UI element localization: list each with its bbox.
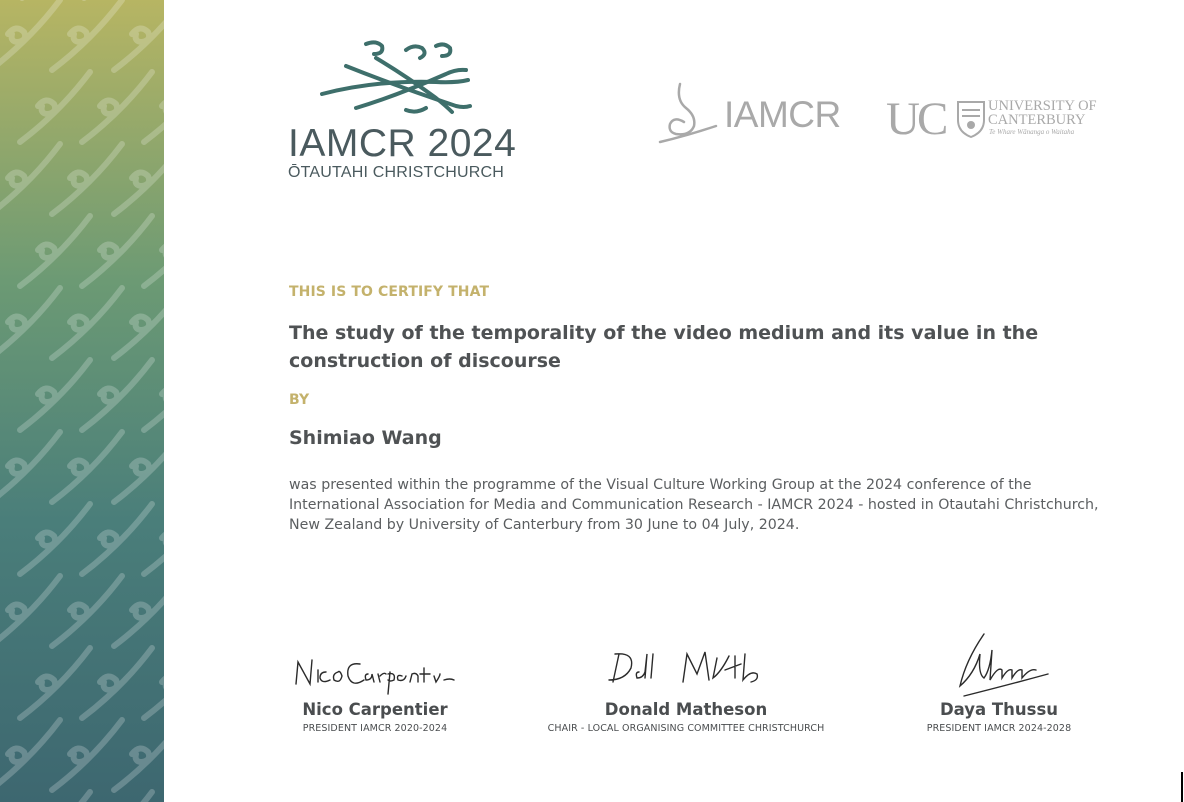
signatory-role-2: CHAIR - LOCAL ORGANISING COMMITTEE CHRISTCHURCH [547,723,825,734]
crest-icon [956,100,986,138]
koru-swirl [82,504,152,574]
signature-block-president [276,646,474,734]
signatory-name-3: Daya Thussu [939,700,1059,719]
certify-label: THIS IS TO CERTIFY THAT [289,284,490,300]
koru-swirl [114,0,164,70]
uc-logo-name [988,99,1097,127]
by-label: BY [289,392,310,408]
signature-daya-thussu [944,630,1054,698]
koru-pattern-icon [0,0,164,802]
koru-swirl [82,360,152,430]
koru-swirl [114,288,164,358]
koru-swirl [114,720,164,790]
signature-donald-matheson [601,642,771,698]
koru-swirl [0,432,60,502]
recipient-name: Shimiao Wang [289,427,442,449]
koru-swirl [20,360,90,430]
koru-swirl [0,576,60,646]
koru-swirl [52,576,122,646]
koru-swirl [82,72,152,142]
koru-swirl [82,648,152,718]
event-logo-subtitle: ŌTAUTAHI CHRISTCHURCH [288,164,505,181]
uc-logo-mark: UC [886,93,946,145]
signatory-name-2: Donald Matheson [604,700,768,719]
event-logo-title: IAMCR 2024 [288,122,517,165]
decorative-side-band [0,0,164,802]
koru-swirl [20,72,90,142]
koru-swirl [114,576,164,646]
koru-swirl [52,432,122,502]
koru-swirl [0,144,60,214]
text-cursor [1181,772,1183,802]
signature-nico-carpentier [290,646,460,698]
uc-motto: Te Whare Wānanga o Waitaha [989,128,1075,136]
presentation-title: The study of the temporality of the video medium and its value in the construction of discourse [289,322,1039,372]
signature-block-president-elect [914,630,1084,734]
koru-swirl [114,144,164,214]
signatory-role-3: PRESIDENT IAMCR 2024-2028 [926,723,1072,734]
uc-name-line1: UNIVERSITY OF [988,98,1097,114]
signatory-name-1: Nico Carpentier [302,700,448,719]
certificate-statement: was presented within the programme of the Visual Culture Working Group at the 2024 conference of the International Association for Media and Communication Research - IAMCR 2024 - hosted in Otautahi Christchurch, New Zealand by University of Canterbury from 30 June to 04 July, 2024. [289,477,1099,533]
signature-block-chair [530,642,842,734]
koru-swirl [82,216,152,286]
koru-swirl [114,432,164,502]
koru-swirl [20,648,90,718]
koru-swirl [20,792,90,802]
koru-swirl [52,0,122,70]
koru-swirl [52,720,122,790]
koru-swirl [0,288,60,358]
koru-swirl [20,216,90,286]
iamcr-logo-text: IAMCR [724,94,841,135]
koru-swirl [52,288,122,358]
koru-swirl [52,144,122,214]
koru-swirl [0,720,60,790]
uc-name-line2: CANTERBURY [988,112,1086,128]
koru-swirl [20,504,90,574]
koru-swirl [0,0,60,70]
signatory-role-1: PRESIDENT IAMCR 2020-2024 [302,723,448,734]
